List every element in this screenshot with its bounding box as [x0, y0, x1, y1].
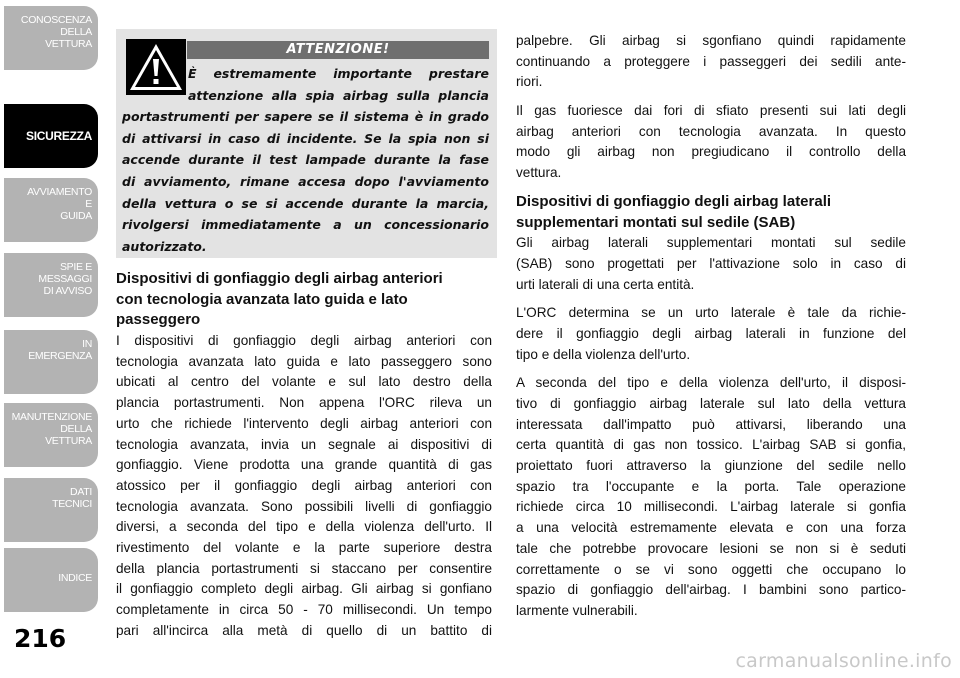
paragraph-line: atossico per il gonfiaggio degli airbag anteriori con: [116, 477, 492, 493]
tab-conoscenza-della-vettura[interactable]: CONOSCENZA DELLA VETTURA: [4, 6, 98, 70]
paragraph-line: (SAB) sono progettati per l'attivazione solo in caso di: [516, 255, 906, 271]
paragraph-line: spazio di gonfiaggio dell'airbag. I bambini sono partico-: [516, 582, 906, 598]
tab-spie-e-messaggi[interactable]: SPIE E MESSAGGI DI AVVISO: [4, 253, 98, 317]
paragraph-line: urti laterali di una certa entità.: [516, 276, 695, 292]
tab-sicurezza[interactable]: SICUREZZA: [4, 104, 98, 168]
paragraph-line: certa quantità di gas non tossico. L'airbag SAB si gonfia,: [516, 437, 906, 453]
watermark: carmanualsonline.info: [735, 650, 952, 672]
paragraph-line: completamente in circa 50 - 70 millisecondi. Un tempo: [116, 602, 492, 617]
paragraph-line: Il gas fuoriesce dai fori di sfiato presenti sui lati degli: [516, 103, 906, 119]
paragraph-line: tecnologia avanzata, invia un segnale ai dispositivi di: [116, 436, 492, 452]
paragraph-line: tale che potrebbe provocare lesioni se non si è seduti: [516, 540, 906, 556]
paragraph-line: dere il gonfiaggio degli airbag laterali in funzione del: [516, 325, 906, 341]
paragraph-line: il gonfiaggio completo degli airbag. Gli airbag si gonfiano: [116, 581, 492, 597]
warning-box: [116, 29, 497, 258]
paragraph-line: gonfiaggio. Viene prodotta una grande quantità di gas: [116, 457, 492, 473]
tab-manutenzione-della-vettura[interactable]: MANUTENZIONE DELLA VETTURA: [4, 403, 98, 467]
paragraph-line: airbag anteriori con tecnologia avanzata. In questo: [516, 123, 906, 139]
paragraph-line: L'ORC determina se un urto laterale è tale da richie-: [516, 305, 906, 321]
paragraph-line: continuando a proteggere i passeggeri dei sedili ante-: [516, 53, 906, 69]
paragraph-line: tivo di gonfiaggio airbag laterale sul lato della vettura: [516, 396, 906, 411]
tab-in-emergenza[interactable]: IN EMERGENZA: [4, 330, 98, 394]
paragraph-line: palpebre. Gli airbag si sgonfiano quindi rapidamente: [516, 33, 906, 48]
paragraph-line: I dispositivi di gonfiaggio degli airbag anteriori con: [116, 333, 492, 349]
paragraph-line: tecnologia avanzata lato guida e lato passeggero sono: [116, 353, 492, 369]
paragraph-line: spazio tra l'occupante e la porta. Tale operazione: [516, 478, 906, 494]
paragraph-line: riori.: [516, 74, 543, 90]
paragraph-line: rivestimento del volante e la parte superiore destra: [116, 539, 492, 555]
paragraph-line: richiede circa 10 millisecondi. L'airbag laterale si gonfia: [516, 499, 906, 515]
paragraph-line: tipo e della violenza dell'urto.: [516, 346, 691, 362]
paragraph-line: interessata dall'impatto può attivarsi, liberando una: [516, 416, 906, 432]
paragraph-line: A seconda del tipo e della violenza dell'urto, il disposi-: [516, 375, 906, 391]
paragraph-line: Gli airbag laterali supplementari montati sul sedile: [516, 235, 906, 251]
section-heading-side-airbags: supplementari montati sul sedile (SAB): [516, 213, 796, 231]
section-heading-front-airbags: Dispositivi di gonfiaggio degli airbag anteriori: [116, 270, 443, 287]
paragraph-line: correttamente o se vi sono oggetti che occupano lo: [516, 561, 906, 577]
tab-indice[interactable]: INDICE: [4, 548, 98, 612]
paragraph-line: della plancia portastrumenti si staccano per consentire: [116, 560, 492, 576]
warning-text: È estremamente importante prestare attenzione alla spia airbag sulla plancia portastrumenti per sapere se il sistema è in grado di attivarsi in caso di incidente. Se la spia non si accende durante il test lampade durante la fase di avviamento, rimane accesa dopo l'avviamento della vettura o se si accende durante la marcia, rivolgersi immediatamente a un concessionario autorizzato.: [122, 66, 489, 254]
warning-title: ATTENZIONE!: [187, 41, 489, 59]
paragraph-line: ubicati al centro del volante e sul lato destro della: [116, 374, 492, 390]
paragraph-line: diversi, a seconda del tipo e della violenza dell'urto. Il: [116, 519, 492, 535]
section-heading-front-airbags: passeggero: [116, 311, 201, 329]
paragraph-line: plancia portastrumenti. Non appena l'ORC rileva un: [116, 395, 492, 411]
right-column: [516, 31, 906, 622]
page-number: 216: [14, 624, 67, 653]
paragraph-line: vettura.: [516, 165, 562, 181]
tab-avviamento-e-guida[interactable]: AVVIAMENTO E GUIDA: [4, 178, 98, 242]
tab-dati-tecnici[interactable]: DATI TECNICI: [4, 478, 98, 542]
paragraph-line: larmente vulnerabili.: [516, 602, 638, 618]
paragraph-line: urto che richiede l'intervento degli airbag anteriori con: [116, 415, 492, 431]
left-column: [116, 269, 492, 641]
section-heading-side-airbags: Dispositivi di gonfiaggio degli airbag laterali: [516, 192, 832, 210]
paragraph-line: pari all'incirca alla metà di quello di un battito di: [116, 622, 492, 638]
paragraph-line: modo gli airbag non pregiudicano il controllo della: [516, 144, 906, 160]
paragraph-line: a una velocità estremamente elevata e con una forza: [516, 520, 906, 536]
chapter-sidebar: [0, 0, 105, 678]
section-heading-front-airbags: con tecnologia avanzata lato guida e lato: [116, 290, 408, 308]
paragraph-line: tecnologia avanzata. Sono possibili livelli di gonfiaggio: [116, 498, 492, 514]
paragraph-line: proiettato fuori attraverso la giunzione del sedile nello: [516, 458, 906, 474]
